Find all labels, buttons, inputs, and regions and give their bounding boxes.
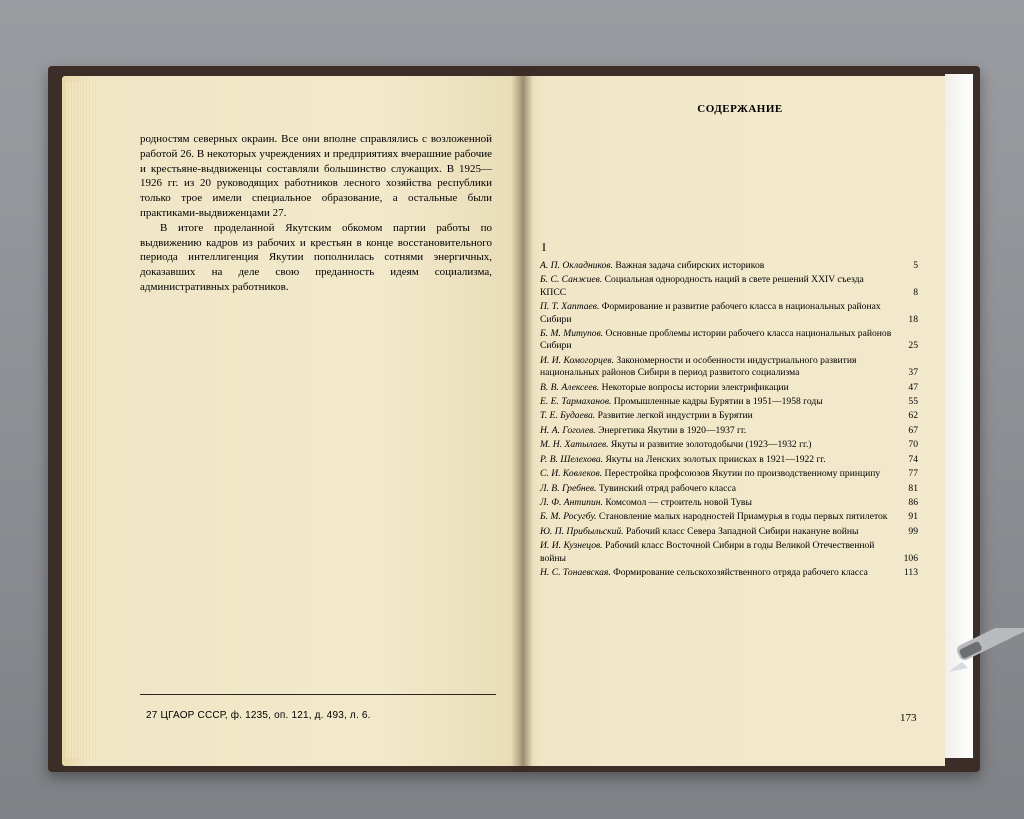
toc-entry-text	[540, 540, 892, 565]
craft-knife	[948, 628, 1024, 678]
footnote-rule	[140, 694, 496, 695]
toc-article-title: Становление малых народностей Приамурья в годы первых пятилеток	[598, 511, 888, 523]
toc-entry	[540, 410, 920, 422]
toc-author: И. И. Кузнецов.	[540, 540, 603, 552]
toc-article-title: Рабочий класс Севера Западной Сибири накануне войны	[625, 525, 859, 537]
toc-page-number: 86	[908, 496, 918, 508]
toc-entry	[540, 396, 920, 408]
toc-entry-text	[540, 454, 892, 466]
toc-entry-text	[540, 526, 892, 538]
toc-page-number: 47	[908, 381, 918, 393]
knife-blade	[948, 662, 968, 672]
toc-entry	[540, 274, 920, 299]
toc-author: Е. Е. Тармаханов.	[540, 396, 612, 408]
left-paragraph-2: В итоге проделанной Якутским обкомом партии работы по выдвижению кадров из рабочих и крестьян в конце восстановительного периода интеллигенция Якутии пополнилась сотнями энергичных, доказавших на деле свою преданность идеям социализма, административных работников.	[140, 221, 492, 293]
left-page-text	[140, 132, 492, 295]
toc-page-number: 67	[908, 424, 918, 436]
toc-page-number: 91	[908, 511, 918, 523]
toc-entry	[540, 483, 920, 495]
toc-page-number: 5	[913, 260, 918, 271]
toc-author: Б. М. Митупов.	[540, 328, 604, 340]
toc-author: Б. С. Санжиев.	[540, 274, 603, 286]
toc-entry	[540, 301, 920, 326]
toc-article-title: Промышленные кадры Бурятии в 1951—1958 годы	[613, 396, 823, 408]
toc-entry	[540, 355, 920, 380]
toc-author: П. Т. Хаптаев.	[540, 301, 600, 313]
toc-page-number: 99	[908, 525, 918, 537]
toc-author: И. И. Комогорцев.	[540, 354, 614, 366]
toc-author: Л. В. Гребнев.	[540, 482, 597, 494]
book-gutter	[511, 70, 533, 772]
toc-entry	[540, 260, 920, 272]
left-page-edges	[66, 82, 96, 758]
toc-entry-text	[540, 382, 892, 394]
toc-entry-text	[540, 410, 892, 422]
toc-entry	[540, 454, 920, 466]
toc-entry-text	[540, 301, 892, 326]
toc-entry-text	[540, 274, 892, 299]
toc-author: С. И. Ковлеков.	[540, 468, 603, 480]
toc-entry-text	[540, 355, 892, 380]
toc-page-number: 70	[908, 439, 918, 451]
toc-page-number: 8	[913, 286, 918, 298]
toc-entry	[540, 382, 920, 394]
toc-article-title: Якуты на Ленских золотых приисках в 1921—1922 гг.	[605, 453, 826, 465]
toc-entry-text	[540, 567, 892, 579]
toc-entry	[540, 526, 920, 538]
toc-entry	[540, 540, 920, 565]
toc-article-title: Рабочий класс Восточной Сибири в годы Великой Отечественной войны	[540, 540, 875, 564]
toc-article-title: Социальная однородность наций в свете решений XXIV съезда КПСС	[540, 274, 864, 298]
toc-entry-text	[540, 511, 892, 523]
toc-page-number: 18	[908, 313, 918, 325]
toc-page-number: 74	[908, 453, 918, 465]
toc-page-number: 62	[908, 410, 918, 422]
toc-author: Ю. П. Прибыльский.	[540, 525, 624, 537]
toc-page-number: 37	[908, 367, 918, 379]
toc-article-title: Важная задача сибирских историков	[615, 260, 765, 271]
toc-article-title: Основные проблемы истории рабочего класса национальных районов Сибири	[540, 328, 892, 352]
toc-author: Б. М. Росугбу.	[540, 511, 597, 523]
toc-author: Н. С. Тонаевская.	[540, 566, 611, 578]
toc-author: Т. Е. Будаева.	[540, 410, 596, 422]
toc-article-title: Якуты и развитие золотодобычи (1923—1932 гг.)	[610, 439, 812, 451]
toc-article-title: Некоторые вопросы истории электрификации	[601, 381, 789, 393]
left-paragraph-1: родностям северных окраин. Все они вполне справлялись с возложенной работой 26. В некоторых учреждениях и предприятиях вчерашние рабочие и крестьяне-выдвиженцы составляли большинство служащих. В 1925—1926 гг. из 20 руководящих работников лесного хозяйства республики только трое имели специальное образование, а остальные были практиками-выдвиженцами 27.	[140, 133, 492, 219]
toc-author: Л. Ф. Антипин.	[540, 496, 603, 508]
toc-article-title: Перестройка профсоюзов Якутии по производственному принципу	[604, 468, 881, 480]
toc-entry-text	[540, 328, 892, 353]
toc-entry	[540, 497, 920, 509]
toc-entry-text	[540, 483, 892, 495]
toc-article-title: Тувинский отряд рабочего класса	[598, 482, 736, 494]
table-of-contents	[540, 260, 920, 581]
page-number: 173	[900, 712, 917, 724]
toc-entry-text	[540, 396, 892, 408]
toc-title: СОДЕРЖАНИЕ	[697, 103, 783, 115]
toc-author: М. Н. Хатылаев.	[540, 439, 609, 451]
toc-page-number: 113	[903, 566, 918, 578]
toc-article-title: Развитие легкой индустрии в Бурятии	[597, 410, 753, 422]
toc-page-number: 55	[908, 396, 918, 408]
toc-article-title: Формирование и развитие рабочего класса в национальных районах Сибири	[540, 301, 881, 325]
toc-entry-text	[540, 260, 892, 272]
toc-entry-text	[540, 439, 892, 451]
toc-section-number: I	[542, 240, 546, 254]
toc-entry	[540, 439, 920, 451]
toc-entry-text	[540, 497, 892, 509]
toc-entry	[540, 511, 920, 523]
toc-page-number: 25	[908, 340, 918, 352]
toc-author: А. П. Окладников.	[540, 260, 613, 271]
toc-author: Н. А. Гоголев.	[540, 424, 596, 436]
toc-article-title: Закономерности и особенности индустриального развития национальных районов Сибири в период развитого социализма	[540, 354, 857, 379]
toc-author: В. В. Алексеев.	[540, 381, 600, 393]
toc-article-title: Формирование сельскохозяйственного отряда рабочего класса	[613, 566, 868, 578]
footnote: 27 ЦГАОР СССР, ф. 1235, оп. 121, д. 493, л. 6.	[146, 710, 371, 721]
toc-page-number: 81	[908, 482, 918, 494]
toc-entry-text	[540, 425, 892, 437]
toc-article-title: Комсомол — строитель новой Тувы	[605, 496, 752, 508]
toc-entry-text	[540, 468, 892, 480]
toc-author: Р. В. Шелехова.	[540, 453, 604, 465]
toc-entry	[540, 425, 920, 437]
toc-page-number: 77	[908, 468, 918, 480]
toc-article-title: Энергетика Якутии в 1920—1937 гг.	[598, 424, 747, 436]
toc-page-number: 106	[903, 552, 918, 564]
toc-entry	[540, 567, 920, 579]
toc-entry	[540, 468, 920, 480]
toc-entry	[540, 328, 920, 353]
